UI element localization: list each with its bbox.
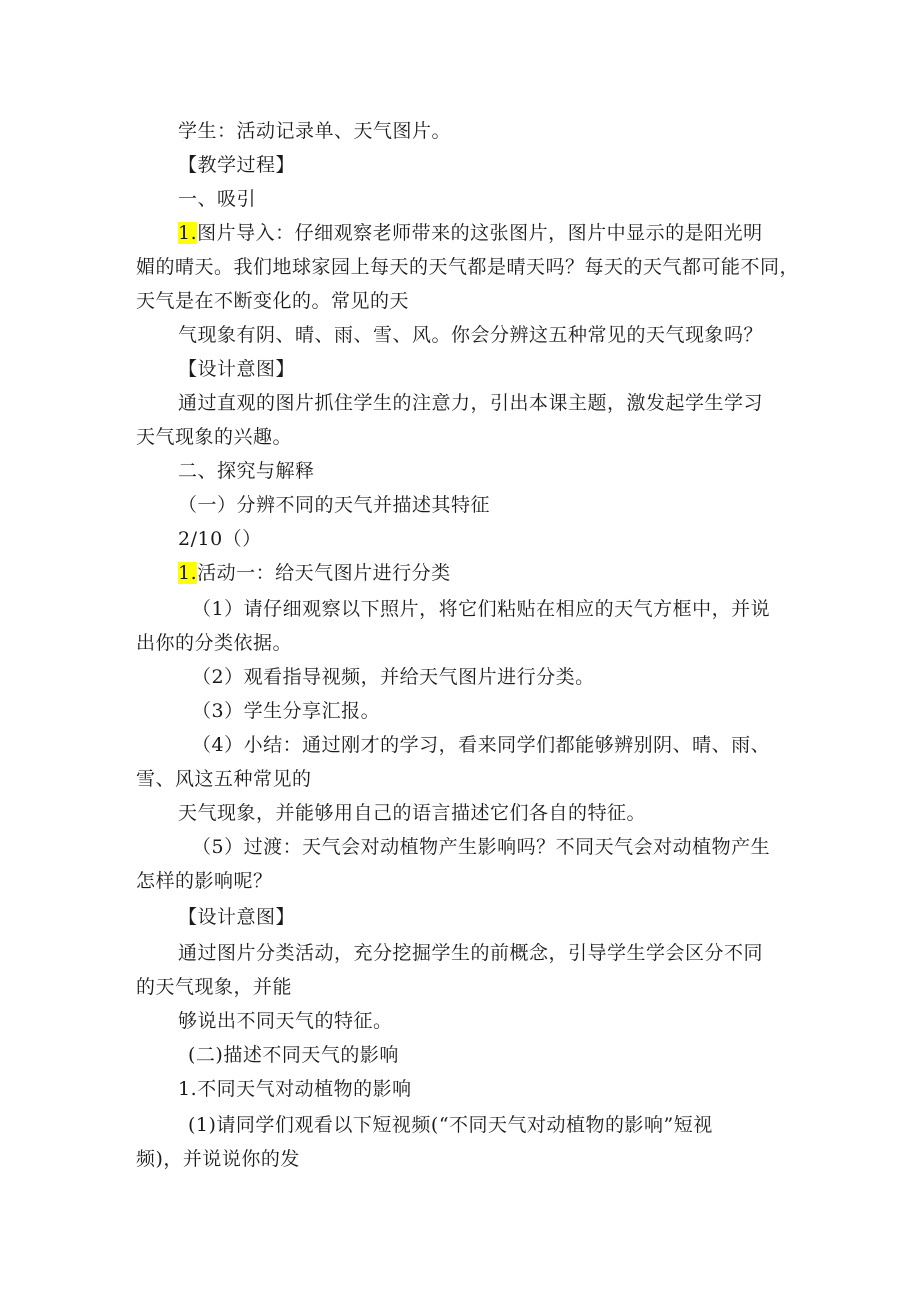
section-heading: 二、探究与解释 [178,460,315,482]
text-line: 雪、风这五种常见的 [136,768,312,790]
text-line: 的天气现象，并能 [136,976,293,998]
text-line: （2）观看指导视频，并给天气图片进行分类。 [192,666,595,688]
highlighted-marker: 1. [178,222,198,244]
text-line: （3）学生分享汇报。 [192,700,381,722]
text-line [178,220,763,246]
highlighted-marker: 1. [178,562,198,584]
subsection-heading: 1.不同天气对动植物的影响 [178,1078,412,1100]
text-line: 怎样的影响呢？ [136,870,273,892]
text-line: 通过图片分类活动，充分挖掘学生的前概念，引导学生学会区分不同 [178,942,764,964]
text-line: 够说出不同天气的特征。 [178,1010,393,1032]
text-line: (1)请同学们观看以下短视频(“不同天气对动植物的影响”短视 [188,1114,713,1136]
page-number: 2/10（） [178,528,262,550]
text-line: 气现象有阴、晴、雨、雪、风。你会分辨这五种常见的天气现象吗？ [178,324,764,346]
text-line: 天气现象，并能够用自己的语言描述它们各自的特征。 [178,802,647,824]
text-line: 通过直观的图片抓住学生的注意力，引出本课主题，激发起学生学习 [178,392,764,414]
section-heading: 一、吸引 [178,188,257,210]
text-line: 出你的分类依据。 [136,632,293,654]
section-heading: 【设计意图】 [178,358,296,380]
subsection-heading: (二)描述不同天气的影响 [188,1044,399,1066]
text-line: 频)，并说说你的发 [136,1148,300,1170]
text-span: 图片导入：仔细观察老师带来的这张图片，图片中显示的是阳光明 [197,222,763,244]
text-line [178,560,451,586]
text-line: 天气现象的兴趣。 [136,426,293,448]
text-line: （1）请仔细观察以下照片，将它们粘贴在相应的天气方框中，并说 [192,598,771,620]
text-span: 活动一：给天气图片进行分类 [197,562,451,584]
text-line: （4）小结：通过刚才的学习，看来同学们都能够辨别阴、晴、雨、 [192,734,771,756]
subsection-heading: （一）分辨不同的天气并描述其特征 [178,494,491,516]
section-heading: 【教学过程】 [178,154,296,176]
text-line: （5）过渡：天气会对动植物产生影响吗？不同天气会对动植物产生 [192,836,771,858]
text-line: 媚的晴天。我们地球家园上每天的天气都是晴天吗？每天的天气都可能不同， [136,256,800,278]
section-heading: 【设计意图】 [178,906,296,928]
text-line: 学生：活动记录单、天气图片。 [178,120,452,142]
text-line: 天气是在不断变化的。常见的天 [136,290,410,312]
